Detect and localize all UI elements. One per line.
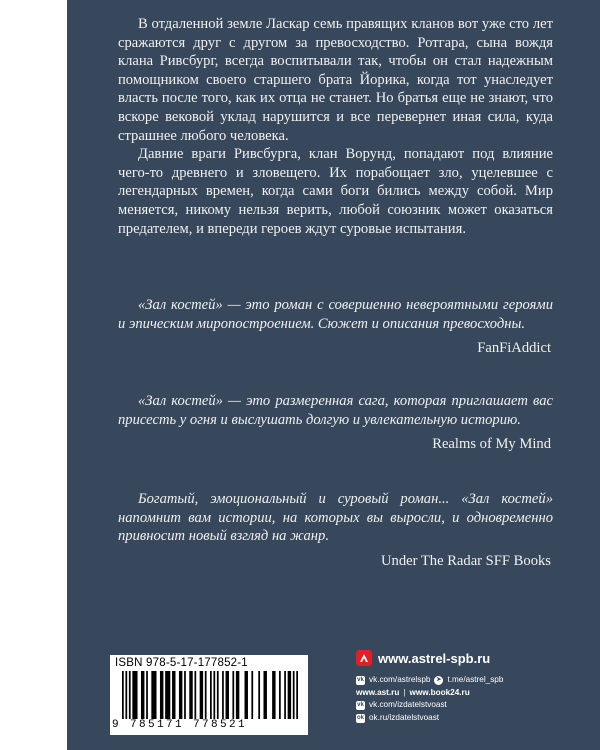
publisher-website[interactable]: www.astrel-spb.ru <box>378 650 491 666</box>
barcode-bar <box>272 671 275 719</box>
review-text: Богатый, эмоциональный и суровый роман... «Зал костей» напомнит вам истории, на которых вы выросли, и одновременно привносит новый взгляд на жанр. <box>118 491 553 545</box>
synopsis-paragraph-2: Давние враги Ривсбурга, клан Ворунд, попадают под влияние чего-то древнего и зловещего. Их порабощает зло, уцелевшее с легендарных времен, когда сами боги бились между собой. Мир меняется, никому нельзя верить, любой союзник может оказаться предателем, и впереди героев ждут суровые испытания. <box>118 146 553 237</box>
barcode-bar <box>141 671 144 719</box>
barcode-bar <box>210 671 212 719</box>
astrel-logo-icon <box>356 650 372 666</box>
vk-icon: vk <box>357 701 364 708</box>
barcode-bar <box>151 671 156 719</box>
barcode-bar <box>205 671 207 719</box>
barcode-bar <box>189 671 192 719</box>
synopsis-paragraph-1: В отдаленной земле Ласкар семь правящих кланов вот уже сто лет сражаются друг с другом за превосходство. Ротгара, сына вождя клана Ривсбург, всегда воспитывали так, чтобы он стал надежным помощником своего старшего брата Йорика, когда тот унаследует власть после того, как их отца не станет. Но братья еще не знают, что вскоре вековой уклад нарушится и все перевернет иная сила, куда страшнее любого человека. <box>118 16 553 144</box>
barcode-bar <box>194 671 196 719</box>
barcode-bars <box>122 671 298 719</box>
publisher-website-row <box>356 650 556 666</box>
ok-izdatelstvoast-link[interactable]: ok.ru/izdatelstvoast <box>369 712 440 722</box>
ast-site-link[interactable]: www.ast.ru <box>356 687 400 697</box>
barcode-bar <box>222 671 224 719</box>
barcode-bar <box>172 671 175 719</box>
barcode-bar <box>200 671 203 719</box>
review-quote-3 <box>118 490 553 570</box>
social-row <box>356 687 556 700</box>
barcode-bar <box>232 671 234 719</box>
review-source: Under The Radar SFF Books <box>381 552 551 569</box>
vk-icon: vk <box>357 676 364 683</box>
barcode-bar <box>213 671 215 719</box>
telegram-link[interactable]: t.me/astrel_spb <box>447 675 504 684</box>
barcode-number: 9 785171 778521 <box>112 719 248 731</box>
barcode-bar <box>236 671 239 719</box>
isbn-label: ISBN 978-5-17-177852-1 <box>115 657 248 669</box>
social-row <box>356 712 556 725</box>
barcode-bar <box>226 671 229 719</box>
barcode-bar <box>263 671 266 719</box>
ok-icon: ok <box>356 714 364 721</box>
vk-izdatelstvoast-link[interactable]: vk.com/izdatelstvoast <box>369 700 447 710</box>
barcode-bar <box>296 671 298 719</box>
review-source: Realms of My Mind <box>432 436 551 453</box>
barcode-panel <box>110 655 308 735</box>
review-text: «Зал костей» — это размеренная сага, которая приглашает вас присесть у огня и выслушать долгую и увлекательную историю. <box>118 393 553 428</box>
social-row <box>356 674 556 687</box>
barcode-bar <box>146 671 148 719</box>
barcode-bar <box>293 671 295 719</box>
book24-site-link[interactable]: www.book24.ru <box>409 687 470 697</box>
review-quote-2 <box>118 392 553 454</box>
barcode-bar <box>284 671 286 719</box>
social-row <box>356 699 556 712</box>
telegram-icon: ➤ <box>436 676 442 683</box>
divider: | <box>403 687 406 697</box>
publisher-info <box>356 650 556 724</box>
barcode-bar <box>122 671 124 719</box>
review-source: FanFiAddict <box>477 340 551 357</box>
barcode-bar <box>184 671 186 719</box>
barcode-bar <box>258 671 260 719</box>
review-quote-1 <box>118 296 553 358</box>
barcode-bar <box>179 671 182 719</box>
barcode-bar <box>279 671 281 719</box>
publisher-social-links <box>356 674 556 724</box>
barcode-bar <box>129 671 131 719</box>
barcode-bar <box>132 671 137 719</box>
barcode-bar <box>165 671 170 719</box>
synopsis <box>118 15 553 238</box>
barcode-bar <box>217 671 219 719</box>
barcode-bar <box>251 671 253 719</box>
barcode-bar <box>245 671 248 719</box>
review-text: «Зал костей» — это роман с совершенно невероятными героями и эпическим миропостроением. Сюжет и описания превосходны. <box>118 297 553 332</box>
back-cover <box>67 0 600 750</box>
vk-astrelspb-link[interactable]: vk.com/astrelspb <box>369 675 431 684</box>
barcode-bar <box>288 671 291 719</box>
barcode-bar <box>125 671 127 719</box>
barcode-bar <box>160 671 163 719</box>
